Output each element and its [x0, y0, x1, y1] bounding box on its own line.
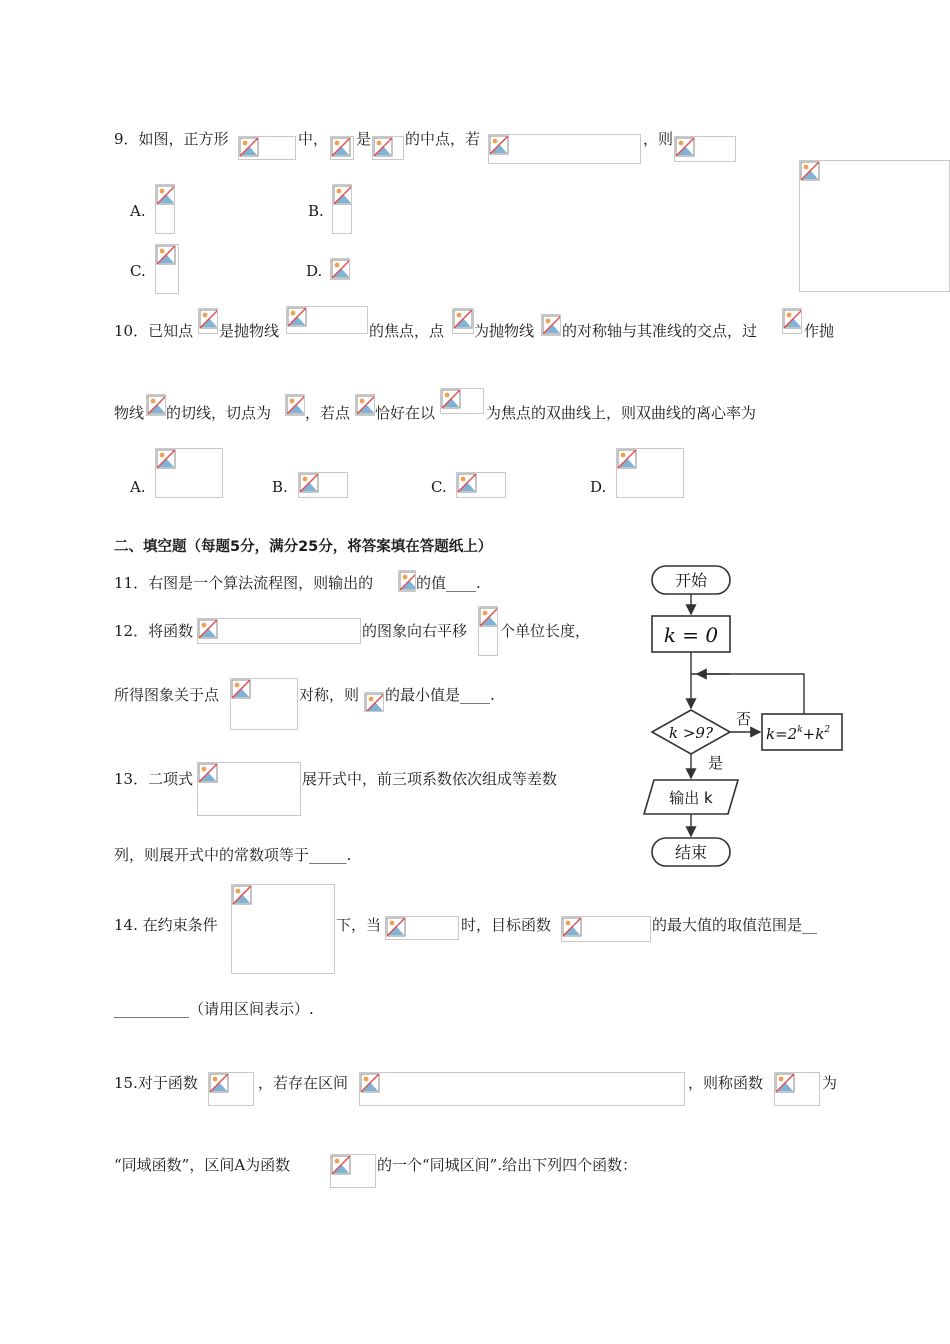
formula-image	[364, 692, 384, 712]
section-heading: 二、填空题（每题5分，满分25分，将答案填在答题纸上）	[114, 539, 493, 555]
formula-image	[230, 678, 298, 730]
formula-image	[478, 606, 498, 656]
broken-image-icon	[198, 763, 218, 783]
formula-image	[398, 570, 416, 592]
formula-image	[452, 308, 474, 334]
formula-image	[208, 1072, 254, 1106]
broken-image-icon	[156, 245, 176, 265]
formula-image	[359, 1072, 685, 1106]
broken-image-icon	[373, 137, 393, 157]
q14-text-c: 时，目标函数	[461, 916, 552, 934]
broken-image-icon	[800, 161, 820, 181]
broken-image-icon	[199, 309, 218, 329]
broken-image-icon	[156, 185, 175, 205]
formula-image	[488, 134, 641, 164]
q15-text-c: ，则称函数	[688, 1074, 764, 1092]
formula-image	[774, 1072, 820, 1106]
q12-text-c: 个单位长度，	[500, 622, 591, 640]
q9-option-b-label: B.	[308, 202, 324, 220]
q9-option-c-image	[155, 244, 179, 294]
q12-text-d: 所得图象关于点	[114, 686, 220, 704]
q10-line2-e: 为焦点的双曲线上，则双曲线的离心率为	[486, 404, 757, 422]
broken-image-icon	[286, 395, 305, 415]
flow-end-label: 结束	[674, 843, 708, 862]
q11-text-a: 11．右图是一个算法流程图，则输出的	[114, 574, 374, 592]
broken-image-icon	[775, 1073, 795, 1093]
q13-text-c: 列，则展开式中的常数项等于_____.	[114, 846, 352, 864]
constraints-image	[231, 884, 335, 974]
q9-option-c-label: C.	[130, 262, 146, 280]
broken-image-icon	[479, 607, 498, 627]
flow-start-label: 开始	[674, 571, 708, 590]
broken-image-icon	[239, 137, 259, 157]
broken-image-icon	[542, 315, 561, 335]
formula-image	[197, 618, 361, 644]
formula-image	[440, 388, 484, 414]
q10-line1-f: 作抛	[804, 322, 835, 340]
flow-output-label: 输出 k	[669, 789, 713, 807]
q10-option-d-label: D.	[590, 478, 607, 496]
q10-option-d-image	[616, 448, 684, 498]
broken-image-icon	[441, 389, 461, 409]
q9-stem-d: 的中点，若	[405, 130, 481, 148]
q15-text-e: “同域函数”，区间A为函数	[114, 1156, 291, 1174]
broken-image-icon	[287, 307, 307, 327]
algorithm-flowchart	[640, 562, 850, 872]
q9-stem-c: 是	[356, 130, 372, 148]
formula-image	[146, 394, 166, 416]
broken-image-icon	[783, 309, 802, 329]
q15-text-f: 的一个“同城区间”.给出下列四个函数：	[377, 1156, 638, 1174]
q12-text-b: 的图象向右平移	[362, 622, 468, 640]
q10-line1-d: 为抛物线	[474, 322, 535, 340]
q9-option-d-image	[330, 258, 350, 280]
q9-option-d-label: D.	[306, 262, 323, 280]
broken-image-icon	[232, 885, 252, 905]
q9-option-b-image	[332, 184, 352, 234]
q12-text-e: 对称，则	[299, 686, 360, 704]
broken-image-icon	[360, 1073, 380, 1093]
q9-option-a-image	[155, 184, 175, 234]
q10-line2-b: 的切线，切点为	[166, 404, 272, 422]
broken-image-icon	[331, 1155, 351, 1175]
q10-line2-a: 物线	[114, 404, 145, 422]
formula-image	[285, 394, 305, 416]
q10-line2-d: 恰好在以	[375, 404, 436, 422]
flow-update-label: $k=2^k+k^2$	[766, 725, 831, 743]
broken-image-icon	[156, 449, 176, 469]
q10-line1-b: 是抛物线	[219, 322, 280, 340]
broken-image-icon	[356, 395, 375, 415]
q9-option-a-label: A.	[130, 202, 146, 220]
q10-line1-a: 10．已知点	[114, 322, 194, 340]
q12-text-f: 的最小值是____.	[385, 686, 495, 704]
formula-image	[385, 916, 459, 940]
q10-line1-e: 的对称轴与其准线的交点，过	[562, 322, 758, 340]
formula-image	[355, 394, 375, 416]
formula-image	[782, 308, 802, 334]
q11-text-b: 的值____.	[416, 574, 481, 592]
q14-text-d: 的最大值的取值范围是__	[652, 916, 818, 934]
q14-text-a: 14. 在约束条件	[114, 916, 218, 934]
broken-image-icon	[198, 619, 218, 639]
q9-stem-e: ，则	[643, 130, 674, 148]
q14-text-b: 下，当	[336, 916, 382, 934]
formula-image	[330, 1154, 376, 1188]
square-figure-image	[799, 160, 950, 292]
q10-line2-c: ，若点	[305, 404, 351, 422]
q10-option-a-label: A.	[130, 478, 146, 496]
q10-option-a-image	[155, 448, 223, 498]
q12-text-a: 12．将函数	[114, 622, 194, 640]
q15-text-d: 为	[822, 1074, 838, 1092]
broken-image-icon	[399, 571, 416, 591]
q10-line1-c: 的焦点，点	[369, 322, 445, 340]
formula-image	[330, 136, 354, 160]
q10-option-c-label: C.	[431, 478, 447, 496]
q9-stem-a: 9．如图，正方形	[114, 130, 229, 148]
flow-init-label: k = 0	[663, 623, 719, 647]
flow-condition-label: k >9?	[668, 724, 714, 742]
q9-stem-b: 中，	[298, 130, 329, 148]
broken-image-icon	[675, 137, 695, 157]
broken-image-icon	[333, 185, 352, 205]
broken-image-icon	[457, 473, 477, 493]
broken-image-icon	[231, 679, 251, 699]
formula-image	[238, 136, 296, 160]
broken-image-icon	[617, 449, 637, 469]
formula-image	[198, 308, 218, 334]
q15-text-a: 15.对于函数	[114, 1074, 198, 1092]
q10-option-c-image	[456, 472, 506, 498]
q13-text-a: 13．二项式	[114, 770, 194, 788]
broken-image-icon	[562, 917, 582, 937]
flow-yes-label: 是	[708, 754, 724, 772]
formula-image	[561, 916, 651, 942]
broken-image-icon	[147, 395, 166, 415]
q10-option-b-image	[298, 472, 348, 498]
formula-image	[286, 306, 368, 334]
broken-image-icon	[331, 259, 350, 279]
broken-image-icon	[365, 693, 384, 712]
q14-text-e: __________（请用区间表示）.	[114, 1000, 314, 1018]
broken-image-icon	[331, 137, 351, 157]
q13-text-b: 展开式中，前三项系数依次组成等差数	[302, 770, 558, 788]
broken-image-icon	[489, 135, 509, 155]
q10-option-b-label: B.	[272, 478, 288, 496]
formula-image	[541, 314, 561, 336]
broken-image-icon	[386, 917, 406, 937]
formula-image	[372, 136, 404, 160]
flow-no-label: 否	[736, 710, 752, 728]
broken-image-icon	[453, 309, 473, 329]
broken-image-icon	[299, 473, 319, 493]
broken-image-icon	[209, 1073, 229, 1093]
q15-text-b: ，若存在区间	[258, 1074, 349, 1092]
formula-image	[197, 762, 301, 816]
formula-image	[674, 136, 736, 162]
